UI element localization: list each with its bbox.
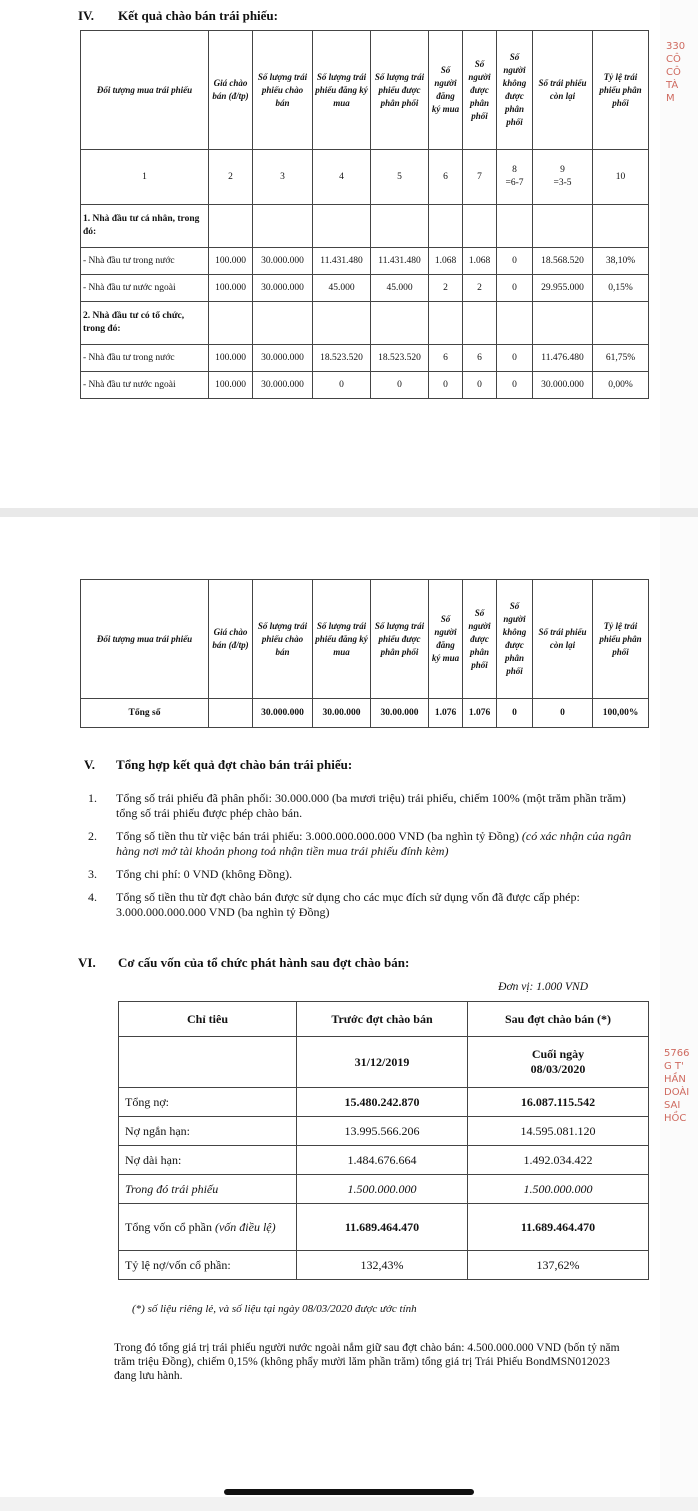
empty-cell xyxy=(313,302,371,345)
table-cell: 29.955.000 xyxy=(533,275,593,302)
table-cell: 2 xyxy=(429,275,463,302)
table-cell: - Nhà đầu tư nước ngoài xyxy=(81,275,209,302)
empty-cell xyxy=(463,302,497,345)
empty-cell xyxy=(593,205,649,248)
section-iv-heading: IV. Kết quả chào bán trái phiếu: xyxy=(78,8,278,23)
table-cell: 100.000 xyxy=(209,275,253,302)
table-cell: 61,75% xyxy=(593,345,649,372)
list-number: 3. xyxy=(88,867,97,881)
table-cell: 0 xyxy=(497,345,533,372)
table-cell: 30.000.000 xyxy=(253,275,313,302)
table-cell: 30.000.000 xyxy=(253,345,313,372)
table-cell: 1.068 xyxy=(429,248,463,275)
row-label: Tổng vốn cổ phần (vốn điều lệ) xyxy=(119,1204,297,1251)
table-cell: 8 =6-7 xyxy=(497,150,533,205)
table-cell: 10 xyxy=(593,150,649,205)
table-cell: 0 xyxy=(497,275,533,302)
value-before: 1.500.000.000 xyxy=(297,1175,468,1204)
table-cell: 0 xyxy=(497,699,533,728)
section-vi-heading: VI. Cơ cấu vốn của tổ chức phát hành sau đợt chào bán: xyxy=(78,955,410,970)
list-text: Tổng số tiền thu từ việc bán trái phiếu: 3.000.000.000.000 VND (ba nghìn tỷ Đồng) (có xác nhận của ngân hàng nơi mở tài khoản phong toả nhận tiền mua trái phiếu đính kèm) xyxy=(116,829,632,858)
value-after: 137,62% xyxy=(468,1251,649,1280)
table-cell: 100.000 xyxy=(209,345,253,372)
table-cell: 6 xyxy=(429,150,463,205)
document-page-1 xyxy=(0,0,660,508)
capital-header: Chỉ tiêu xyxy=(119,1002,297,1037)
stamp-text: DOÀI xyxy=(664,1087,690,1098)
empty-cell xyxy=(429,302,463,345)
empty-cell xyxy=(497,302,533,345)
capital-header: Trước đợt chào bán xyxy=(297,1002,468,1037)
header-row xyxy=(81,31,649,150)
table-row xyxy=(81,372,649,399)
table-cell: 45.000 xyxy=(371,275,429,302)
table-cell: 0,00% xyxy=(593,372,649,399)
list-text: Tổng chi phí: 0 VND (không Đồng). xyxy=(116,867,293,881)
closing-paragraph: Trong đó tổng giá trị trái phiếu người nước ngoài nắm giữ sau đợt chào bán: 4.500.000.000 VND (bốn tỷ năm trăm triệu Đồng), chiếm 0,15% (không phẩy mười lăm phần trăm) tổng giá trị Trái Phiếu BondMSN012023 đang lưu hành. xyxy=(114,1342,620,1382)
empty-cell xyxy=(533,302,593,345)
capital-row xyxy=(119,1117,649,1146)
red-stamp-2 xyxy=(664,1047,689,1125)
row-label: Tổng nợ: xyxy=(119,1088,297,1117)
footnote: (*) số liệu riêng lẻ, và số liệu tại ngày 08/03/2020 được ước tính xyxy=(132,1303,417,1315)
value-after: 1.500.000.000 xyxy=(468,1175,649,1204)
total-row xyxy=(81,699,649,728)
header-cell: Giá chào bán (đ/tp) xyxy=(209,31,253,150)
header-cell: Số người đăng ký mua xyxy=(429,580,463,699)
home-indicator[interactable] xyxy=(224,1489,474,1495)
capital-row xyxy=(119,1204,649,1251)
table-cell: 1.068 xyxy=(463,248,497,275)
group-row xyxy=(81,205,649,248)
header-cell: Tỷ lệ trái phiếu phân phối xyxy=(593,580,649,699)
side-strip-1 xyxy=(660,0,698,508)
list-text: Tổng số tiền thu từ đợt chào bán được sử dụng cho các mục đích sử dụng vốn đã được cấp phép: 3.000.000.000.000 VND (ba nghìn tỷ Đồng) xyxy=(116,890,580,919)
list-item xyxy=(88,867,648,882)
value-after: 16.087.115.542 xyxy=(468,1088,649,1117)
empty-cell xyxy=(119,1037,297,1088)
list-item xyxy=(88,791,648,821)
section-v-heading: V. Tổng hợp kết quả đợt chào bán trái phiếu: xyxy=(84,757,353,772)
header-cell: Số trái phiếu còn lại xyxy=(533,31,593,150)
bond-offering-table xyxy=(80,30,649,399)
value-before: 1.484.676.664 xyxy=(297,1146,468,1175)
table-cell: 100,00% xyxy=(593,699,649,728)
list-number: 1. xyxy=(88,791,97,805)
table-cell: 1 xyxy=(81,150,209,205)
value-before: 11.689.464.470 xyxy=(297,1204,468,1251)
table-cell: 11.431.480 xyxy=(313,248,371,275)
empty-cell xyxy=(313,205,371,248)
stamp-text: TÀ xyxy=(666,80,679,91)
document-page-2 xyxy=(0,517,660,1497)
stamp-text: HẦN xyxy=(664,1074,686,1085)
table-row xyxy=(81,248,649,275)
bond-total-table xyxy=(80,579,649,728)
value-before: 15.480.242.870 xyxy=(297,1088,468,1117)
group-label: 2. Nhà đầu tư có tổ chức, trong đó: xyxy=(81,302,209,345)
table-cell: 30.000.000 xyxy=(253,248,313,275)
table-cell: 30.000.000 xyxy=(253,699,313,728)
table-cell: 11.431.480 xyxy=(371,248,429,275)
capital-header-row xyxy=(119,1002,649,1037)
label-note: (vốn điều lệ) xyxy=(214,1219,276,1234)
table-row xyxy=(81,275,649,302)
value-after: 1.492.034.422 xyxy=(468,1146,649,1175)
empty-cell xyxy=(253,205,313,248)
header-cell: Số lượng trái phiếu được phân phối xyxy=(371,31,429,150)
stamp-text: CÔ xyxy=(666,54,681,65)
list-text: Tổng số trái phiếu đã phân phối: 30.000.000 (ba mươi triệu) trái phiếu, chiếm 100% (một trăm phần trăm) tổng số trái phiếu được phép chào bán. xyxy=(116,791,626,820)
value-after: 11.689.464.470 xyxy=(468,1204,649,1251)
table-cell: - Nhà đầu tư nước ngoài xyxy=(81,372,209,399)
capital-structure-table xyxy=(118,1001,649,1280)
row-label: Trong đó trái phiếu xyxy=(119,1175,297,1204)
capital-row xyxy=(119,1088,649,1117)
stamp-text: SAI xyxy=(664,1100,681,1111)
header-cell: Đối tượng mua trái phiếu xyxy=(81,580,209,699)
empty-cell xyxy=(497,205,533,248)
table-cell: 0 xyxy=(429,372,463,399)
list-number: 2. xyxy=(88,829,97,843)
table-cell: 100.000 xyxy=(209,372,253,399)
stamp-text: CÔ xyxy=(666,67,681,78)
red-stamp-1 xyxy=(666,40,685,105)
header-cell: Số lượng trái phiếu đăng ký mua xyxy=(313,580,371,699)
empty-cell xyxy=(371,205,429,248)
side-strip-2 xyxy=(660,517,698,1497)
table-cell: 30.000.000 xyxy=(253,372,313,399)
table-row xyxy=(81,345,649,372)
table-cell: 2 xyxy=(463,275,497,302)
table-cell: - Nhà đầu tư trong nước xyxy=(81,345,209,372)
table-cell: 30.00.000 xyxy=(371,699,429,728)
empty-cell xyxy=(593,302,649,345)
header-row xyxy=(81,580,649,699)
value-after: 14.595.081.120 xyxy=(468,1117,649,1146)
value-before: 132,43% xyxy=(297,1251,468,1280)
header-cell: Giá chào bán (đ/tp) xyxy=(209,580,253,699)
header-cell: Số người không được phân phối xyxy=(497,31,533,150)
table-cell: Tổng số xyxy=(81,699,209,728)
table-cell: 1.076 xyxy=(463,699,497,728)
capital-row xyxy=(119,1146,649,1175)
table-cell: 5 xyxy=(371,150,429,205)
header-cell: Số lượng trái phiếu được phân phối xyxy=(371,580,429,699)
table-cell: - Nhà đầu tư trong nước xyxy=(81,248,209,275)
table-cell: 18.523.520 xyxy=(371,345,429,372)
capital-date-row xyxy=(119,1037,649,1088)
row-label: Nợ dài hạn: xyxy=(119,1146,297,1175)
table-cell: 18.568.520 xyxy=(533,248,593,275)
value-before: 13.995.566.206 xyxy=(297,1117,468,1146)
capital-row xyxy=(119,1175,649,1204)
index-row xyxy=(81,150,649,205)
stamp-text: 330 xyxy=(666,41,686,52)
table-cell: 2 xyxy=(209,150,253,205)
table-cell: 30.00.000 xyxy=(313,699,371,728)
table-cell: 6 xyxy=(429,345,463,372)
table-cell xyxy=(209,699,253,728)
header-cell: Số trái phiếu còn lại xyxy=(533,580,593,699)
table-cell: 6 xyxy=(463,345,497,372)
stamp-text: HỒC xyxy=(664,1113,687,1124)
empty-cell xyxy=(371,302,429,345)
table-cell: 4 xyxy=(313,150,371,205)
empty-cell xyxy=(533,205,593,248)
table-cell: 1.076 xyxy=(429,699,463,728)
list-italic-note: (có xác nhận của ngân hàng nơi mở tài khoản phong toả nhận tiền mua trái phiếu đính kèm) xyxy=(116,829,632,858)
table-cell: 3 xyxy=(253,150,313,205)
table-cell: 0 xyxy=(533,699,593,728)
table-cell: 7 xyxy=(463,150,497,205)
table-cell: 0,15% xyxy=(593,275,649,302)
group-label: 1. Nhà đầu tư cá nhân, trong đó: xyxy=(81,205,209,248)
stamp-text: M xyxy=(666,93,675,104)
table-cell: 11.476.480 xyxy=(533,345,593,372)
table-cell: 0 xyxy=(463,372,497,399)
header-cell: Số lượng trái phiếu đăng ký mua xyxy=(313,31,371,150)
date-cell: 31/12/2019 xyxy=(297,1037,468,1088)
stamp-text: 5766 xyxy=(664,1048,690,1059)
group-row xyxy=(81,302,649,345)
table-cell: 45.000 xyxy=(313,275,371,302)
list-item xyxy=(88,890,648,920)
header-cell: Số lượng trái phiếu chào bán xyxy=(253,31,313,150)
header-cell: Đối tượng mua trái phiếu xyxy=(81,31,209,150)
capital-header: Sau đợt chào bán (*) xyxy=(468,1002,649,1037)
table-cell: 0 xyxy=(497,248,533,275)
table-cell: 18.523.520 xyxy=(313,345,371,372)
stamp-text: G T' xyxy=(664,1061,684,1072)
date-cell: Cuối ngày 08/03/2020 xyxy=(468,1037,649,1088)
header-cell: Số người được phân phối xyxy=(463,31,497,150)
empty-cell xyxy=(209,302,253,345)
row-label: Nợ ngắn hạn: xyxy=(119,1117,297,1146)
bottom-bar xyxy=(0,1497,698,1511)
table-cell: 0 xyxy=(313,372,371,399)
header-cell: Số lượng trái phiếu chào bán xyxy=(253,580,313,699)
table-cell: 0 xyxy=(497,372,533,399)
table-cell: 30.000.000 xyxy=(533,372,593,399)
list-item xyxy=(88,829,648,859)
table-cell: 9 =3-5 xyxy=(533,150,593,205)
table-cell: 38,10% xyxy=(593,248,649,275)
summary-list xyxy=(88,791,648,928)
unit-label: Đơn vị: 1.000 VND xyxy=(498,981,588,993)
header-cell: Số người được phân phối xyxy=(463,580,497,699)
capital-row xyxy=(119,1251,649,1280)
empty-cell xyxy=(463,205,497,248)
header-cell: Tỷ lệ trái phiếu phân phối xyxy=(593,31,649,150)
table-cell: 0 xyxy=(371,372,429,399)
table-cell: 100.000 xyxy=(209,248,253,275)
empty-cell xyxy=(209,205,253,248)
list-number: 4. xyxy=(88,890,97,904)
empty-cell xyxy=(253,302,313,345)
empty-cell xyxy=(429,205,463,248)
row-label: Tỷ lệ nợ/vốn cổ phần: xyxy=(119,1251,297,1280)
header-cell: Số người đăng ký mua xyxy=(429,31,463,150)
header-cell: Số người không được phân phối xyxy=(497,580,533,699)
